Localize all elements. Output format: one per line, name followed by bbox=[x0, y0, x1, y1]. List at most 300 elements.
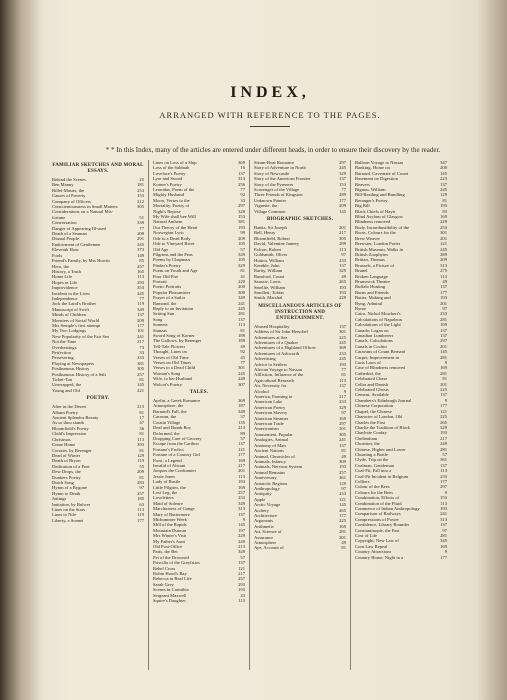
entry-page-number: 77 bbox=[341, 187, 346, 193]
entry-title: Anniversary bbox=[254, 475, 277, 481]
entry-title: Atmosphere, the bbox=[153, 403, 184, 409]
entry-title: Song bbox=[153, 316, 163, 322]
entry-page-number: 193 bbox=[440, 203, 447, 209]
entry-page-number: 369 bbox=[339, 345, 346, 351]
entry-page-number: 221 bbox=[137, 387, 144, 393]
entry-page-number: 81 bbox=[139, 474, 144, 480]
entry-page-number: 200 bbox=[440, 165, 447, 171]
entry-title: Hymn to Death bbox=[52, 490, 81, 496]
entry-title: Fortune's Frolics bbox=[153, 446, 184, 452]
entry-page-number: 217 bbox=[339, 230, 346, 236]
entry-page-number: 289 bbox=[339, 192, 346, 198]
entry-page-number: 209 bbox=[137, 317, 144, 323]
section-heading: FAMILIAR SKETCHES AND MORAL ESSAYS. bbox=[52, 163, 144, 174]
entry-title: Mill of the Rapids bbox=[153, 522, 187, 528]
index-column-2 bbox=[153, 160, 245, 680]
index-entry bbox=[52, 388, 144, 393]
entry-title: Combination, Effects of bbox=[355, 495, 400, 501]
entry-page-number: 57 bbox=[240, 554, 245, 560]
index-note: * * In this Index, many of the articles are entered under different heads, in order to ensure their discovery by the reader. bbox=[105, 146, 441, 154]
entry-page-number: 301 bbox=[238, 365, 245, 371]
entry-page-number: 201 bbox=[238, 468, 245, 474]
entry-page-number: 233 bbox=[440, 473, 447, 479]
entry-title: Advice to Settlers bbox=[254, 361, 287, 367]
entry-page-number: 113 bbox=[137, 436, 144, 442]
entry-title: Ode to a Dead Body bbox=[153, 235, 191, 241]
column-divider bbox=[148, 160, 149, 670]
entry-title: Jock the Laird's Brother bbox=[52, 301, 97, 307]
entry-page-number: 193 bbox=[440, 506, 447, 511]
entry-page-number: 225 bbox=[339, 334, 346, 340]
entry-page-number: 85 bbox=[139, 258, 144, 264]
entry-title: Churning a Bottle bbox=[355, 451, 388, 457]
entry-title: Carpet, Improvement in bbox=[355, 354, 400, 360]
entry-page-number: 265 bbox=[339, 279, 346, 285]
entry-page-number: 187 bbox=[238, 403, 245, 409]
entry-title: Dismal People bbox=[52, 236, 79, 242]
entry-page-number: 81 bbox=[139, 431, 144, 437]
entry-page-number: 97 bbox=[442, 527, 447, 533]
entry-title: Leonidas, Poem of the bbox=[153, 187, 195, 193]
entry-title: Kemble, John bbox=[254, 262, 280, 268]
entry-page-number: 233 bbox=[339, 257, 346, 263]
entry-page-number: 245 bbox=[339, 356, 346, 362]
entry-title: Story of the Pyrenees bbox=[254, 181, 294, 187]
entry-page-number: 137 bbox=[440, 522, 447, 528]
entry-title: Clyde, Trip on the bbox=[355, 457, 389, 463]
entry-title: Verses to a Dead Child bbox=[153, 365, 196, 371]
entry-title: Barnard's Fall, the bbox=[153, 408, 187, 414]
entry-page-number: 33 bbox=[240, 197, 245, 203]
entry-title: American Poetry bbox=[254, 404, 286, 410]
entry-title: Rarity, William bbox=[254, 268, 283, 274]
entry-page-number: 229 bbox=[440, 219, 447, 225]
entry-title: Sonnets bbox=[153, 322, 168, 328]
entry-page-number: 223 bbox=[440, 176, 447, 182]
entry-title: Coal-Pit Incident in Belgium bbox=[355, 473, 409, 479]
entry-title: Perfection bbox=[52, 350, 71, 355]
entry-page-number: 225 bbox=[440, 387, 447, 393]
entry-page-number: 97 bbox=[139, 485, 144, 491]
entry-title: Verses on Old Times bbox=[153, 360, 192, 366]
entry-title: Brewster, London Porter bbox=[355, 241, 401, 247]
entry-title: Calculations of Napoleon bbox=[355, 316, 402, 322]
entry-title: Caravan, the bbox=[153, 414, 177, 420]
entry-title: Behind the Scenes bbox=[52, 177, 86, 182]
entry-page-number: 137 bbox=[339, 383, 346, 389]
entry-title: Thought, Lines on bbox=[153, 349, 187, 355]
entry-title: Mary of Buttermere bbox=[153, 511, 190, 517]
entry-page-number: 169 bbox=[339, 523, 346, 529]
entry-page-number: 165 bbox=[137, 268, 144, 274]
entry-page-number: 349 bbox=[238, 549, 245, 555]
entry-title: Smollett, Tobias bbox=[254, 289, 284, 295]
entry-title: Adventures of a Quaker bbox=[254, 339, 299, 345]
entry-title: Copyright, New Law of bbox=[355, 538, 399, 544]
entry-title: Cellar and Danish bbox=[355, 381, 389, 387]
index-column-3 bbox=[254, 160, 346, 680]
entry-page-number: 200 bbox=[238, 284, 245, 290]
entry-page-number: 43 bbox=[240, 592, 245, 598]
entry-page-number: 208 bbox=[137, 231, 144, 237]
entry-title: Woman's Song bbox=[153, 370, 181, 376]
entry-title: Tell-Tale Flowers bbox=[153, 343, 186, 349]
entry-page-number: 305 bbox=[137, 204, 144, 210]
entry-title: Jottings bbox=[52, 496, 67, 502]
entry-title: Body, Incombustibility of the bbox=[355, 224, 410, 230]
entry-page-number: 213 bbox=[137, 404, 144, 410]
entry-title: Natural Anthem bbox=[153, 219, 183, 225]
entry-title: Cairo, Nichol Mowbert's bbox=[355, 311, 401, 317]
entry-title: Cheltenham bbox=[355, 435, 378, 441]
entry-page-number: 241 bbox=[137, 333, 144, 339]
entry-title: Three Friends of Kingston bbox=[254, 192, 303, 198]
entry-title: Mortality, Poetry of bbox=[153, 203, 190, 209]
entry-page-number: 189 bbox=[238, 333, 245, 338]
entry-page-number: 193 bbox=[339, 284, 346, 290]
entry-page-number: 217 bbox=[238, 571, 245, 577]
entry-title: Adventures at Sea bbox=[254, 334, 288, 340]
entry-page-number: 297 bbox=[440, 338, 447, 344]
entry-page-number: 265 bbox=[440, 419, 447, 425]
entry-page-number: 381 bbox=[137, 360, 144, 366]
entry-page-number: 249 bbox=[238, 538, 245, 544]
entry-title: Big Bill bbox=[355, 203, 370, 209]
entry-title: Brussels, a Picture of bbox=[355, 262, 395, 268]
entry-page-number: 257 bbox=[137, 371, 144, 377]
entry-page-number: 193 bbox=[440, 295, 447, 301]
entry-title: Deformed, the bbox=[153, 430, 180, 436]
entry-title: Rumford, Count bbox=[254, 273, 285, 279]
entry-title: Posthumous History of a Salt bbox=[52, 371, 106, 377]
entry-page-number: 121 bbox=[440, 241, 447, 247]
entry-title: Home Life bbox=[52, 274, 73, 280]
entry-page-number: 81 bbox=[442, 376, 447, 382]
entry-page-number: 212 bbox=[137, 198, 144, 204]
entry-page-number: 289 bbox=[339, 241, 346, 247]
entry-page-number: 193 bbox=[238, 479, 245, 485]
entry-title: Comparison of Railways bbox=[355, 511, 401, 517]
entry-page-number: 349 bbox=[238, 500, 245, 506]
entry-title: American Slavery bbox=[254, 410, 288, 416]
entry-title: Chinese, Higher and Lower bbox=[355, 446, 406, 452]
entry-page-number: 347 bbox=[440, 160, 447, 165]
entry-page-number: 97 bbox=[341, 485, 346, 491]
entry-title: Compressions of Power bbox=[355, 516, 399, 522]
index-entry bbox=[52, 518, 144, 523]
entry-page-number: 17 bbox=[139, 415, 144, 421]
entry-title: Company of Officers bbox=[52, 198, 91, 204]
entry-title: Architecture bbox=[254, 512, 277, 518]
entry-title: Dunkers Poetry bbox=[52, 474, 81, 480]
entry-title: Bloomfield, Robert bbox=[254, 235, 290, 241]
entry-title: Bignou, William bbox=[355, 187, 386, 193]
entry-page-number: 121 bbox=[440, 408, 447, 414]
entry-page-number: 169 bbox=[440, 214, 447, 220]
entry-page-number: 77 bbox=[240, 360, 245, 366]
entry-title: Banking, Home on bbox=[355, 165, 390, 171]
entry-title: Buffalo Hunting bbox=[355, 284, 386, 290]
book-gutter bbox=[0, 0, 40, 700]
entry-title: Death of a Seaman bbox=[52, 231, 87, 237]
entry-title: Saussie, Louis bbox=[254, 279, 281, 285]
section-heading: POETRY. bbox=[86, 396, 110, 402]
entry-title: Ancient Splendor Beauty bbox=[52, 415, 99, 421]
entry-page-number: 217 bbox=[137, 339, 144, 345]
entry-title: Portrait bbox=[153, 278, 167, 284]
entry-page-number: 137 bbox=[339, 176, 346, 182]
index-entry bbox=[254, 545, 346, 550]
entry-page-number: 281 bbox=[238, 311, 245, 317]
entry-title: Loveletters bbox=[153, 495, 174, 501]
entry-title: Animals, Infancy bbox=[254, 458, 286, 464]
entry-page-number: 373 bbox=[137, 247, 144, 253]
entry-title: Squire's Daughter bbox=[153, 598, 186, 604]
entry-page-number: 81 bbox=[341, 448, 346, 454]
entry-title: Conversation bbox=[52, 220, 77, 226]
entry-title: Bloomfield's Poetry bbox=[52, 425, 89, 431]
entry-page-number: 101 bbox=[137, 328, 144, 334]
entry-title: Scavenger of the Village bbox=[254, 187, 300, 193]
entry-page-number: 233 bbox=[137, 355, 144, 361]
entry-title: My Wife shall bee Will bbox=[153, 214, 196, 220]
entry-title: Colour of the Bees bbox=[355, 484, 390, 490]
entry-page-number: 201 bbox=[339, 534, 346, 540]
entry-title: Commerce of Indian Anthropology bbox=[355, 506, 420, 511]
entry-page-number: 253 bbox=[440, 224, 447, 230]
entry-page-number: 177 bbox=[137, 322, 144, 328]
entry-title: Priscilla of the Greyfriars bbox=[153, 560, 200, 566]
entry-page-number: 49 bbox=[341, 540, 346, 545]
entry-title: My Father's Aunt bbox=[153, 538, 185, 544]
entry-page-number: 137 bbox=[238, 441, 245, 447]
entry-page-number: 57 bbox=[442, 451, 447, 457]
entry-title: Amusement, Popular bbox=[254, 431, 293, 437]
entry-page-number: 177 bbox=[440, 403, 447, 409]
entry-page-number: 81 bbox=[240, 268, 245, 274]
entry-page-number: 369 bbox=[238, 398, 245, 404]
entry-title: Robin Hood's Bay bbox=[153, 571, 187, 577]
entry-title: Jessie Jones bbox=[153, 473, 176, 479]
entry-page-number: 193 bbox=[339, 361, 346, 367]
entry-page-number: 51 bbox=[139, 214, 144, 220]
entry-title: Argonauts bbox=[254, 518, 274, 524]
entry-page-number: 225 bbox=[440, 414, 447, 420]
entry-title: Falcon, Robert bbox=[254, 246, 282, 252]
entry-title: Constantinople, the Past bbox=[355, 527, 400, 533]
entry-title: Story of Adventure in North bbox=[254, 165, 306, 171]
entry-page-number: 245 bbox=[339, 339, 346, 345]
entry-title: Sword Song of Korner bbox=[153, 333, 195, 338]
entry-page-number: 193 bbox=[339, 464, 346, 470]
entry-title: Chambers's Edinburgh Journal bbox=[355, 397, 412, 403]
entry-page-number: 245 bbox=[440, 246, 447, 252]
entry-title: Celebrated Chase bbox=[355, 376, 388, 382]
entry-page-number: 135 bbox=[238, 419, 245, 425]
entry-title: Jacques the Cordonnier bbox=[153, 468, 197, 474]
entry-title: Persevering bbox=[52, 355, 74, 361]
entry-page-number: 137 bbox=[238, 170, 245, 176]
entry-page-number: 329 bbox=[440, 424, 447, 430]
entry-page-number: 169 bbox=[440, 543, 447, 549]
entry-page-number: 41 bbox=[240, 273, 245, 279]
entry-page-number: 153 bbox=[339, 181, 346, 187]
entry-page-number: 283 bbox=[137, 479, 144, 485]
entry-page-number: 245 bbox=[440, 187, 447, 193]
entry-title: Byng, Admiral bbox=[355, 300, 383, 306]
entry-page-number: 257 bbox=[137, 263, 144, 269]
entry-page-number: 121 bbox=[238, 565, 245, 571]
entry-page-number: 129 bbox=[137, 452, 144, 458]
entry-title: Canals, Calculations bbox=[355, 338, 393, 344]
entry-page-number: 369 bbox=[238, 160, 245, 165]
entry-title: Case of Blindness removed bbox=[355, 365, 406, 371]
entry-title: Goldsmith, Oliver bbox=[254, 252, 288, 258]
entry-title: Dutch Song bbox=[52, 479, 74, 485]
index-entry bbox=[254, 295, 346, 300]
entry-title: Antarctic Regions bbox=[254, 480, 288, 486]
entry-page-number: 253 bbox=[137, 187, 144, 193]
entry-title: Wolcot's Poetry bbox=[153, 381, 182, 387]
entry-title: Lovelace's Poetry bbox=[153, 170, 186, 176]
entry-title: Lyre and Sword bbox=[153, 176, 183, 182]
entry-title: Dead of Winter bbox=[52, 452, 81, 458]
entry-page-number: 37 bbox=[240, 414, 245, 420]
entry-page-number: 137 bbox=[440, 392, 447, 398]
entry-page-number: 137 bbox=[440, 462, 447, 468]
entry-title: Rebecca in Real Life bbox=[153, 576, 192, 582]
entry-title: Midsummer Week bbox=[153, 517, 187, 522]
entry-page-number: 81 bbox=[442, 197, 447, 203]
entry-page-number: 233 bbox=[440, 311, 447, 317]
entry-page-number: 393 bbox=[137, 442, 144, 448]
entry-page-number: 129 bbox=[440, 192, 447, 198]
entry-title: Arithmetic bbox=[254, 523, 274, 529]
entry-title: New Popularity of the Fair Sex bbox=[52, 333, 110, 339]
entry-title: Brunel bbox=[355, 268, 368, 274]
entry-page-number: 181 bbox=[137, 182, 144, 188]
entry-page-number: 241 bbox=[238, 300, 245, 306]
entry-title: Affliction, Influence of the bbox=[254, 372, 304, 378]
entry-page-number: 281 bbox=[440, 370, 447, 376]
entry-page-number: 229 bbox=[339, 295, 346, 301]
entry-page-number: 249 bbox=[238, 376, 245, 382]
entry-page-number: 217 bbox=[440, 435, 447, 441]
entry-title: Pindar's Poetry bbox=[153, 262, 181, 268]
entry-title: Poor Old Fire bbox=[153, 273, 179, 279]
entry-page-number: 105 bbox=[238, 257, 245, 263]
entry-title: Child's Impression bbox=[52, 431, 87, 437]
entry-title: Endowment of Gentlemen bbox=[52, 241, 101, 247]
entry-title: Anthropology bbox=[254, 485, 280, 491]
index-column-1 bbox=[52, 160, 144, 680]
entry-title: Burns and Friends bbox=[355, 289, 389, 295]
entry-page-number: 329 bbox=[238, 262, 245, 268]
entry-page-number: 293 bbox=[238, 581, 245, 587]
entry-title: Aye, Account of bbox=[254, 545, 284, 551]
entry-page-number: 201 bbox=[440, 381, 447, 387]
entry-page-number: 177 bbox=[339, 512, 346, 518]
entry-title: Norwegian Lyric bbox=[153, 230, 185, 236]
entry-page-number: 265 bbox=[339, 507, 346, 513]
entry-title: Analogies, Animal bbox=[254, 437, 289, 443]
entry-title: Adventures of a Highland Officer bbox=[254, 345, 316, 351]
entry-page-number: 300 bbox=[238, 289, 245, 295]
entry-title: Canadian Lumberers bbox=[355, 333, 394, 338]
entry-page-number: 145 bbox=[339, 208, 346, 214]
entry-title: Invalid of Alicant bbox=[153, 462, 186, 468]
entry-page-number: 137 bbox=[440, 327, 447, 333]
entry-page-number: 169 bbox=[238, 457, 245, 463]
entry-page-number: 113 bbox=[440, 500, 447, 506]
entry-page-number: 97 bbox=[341, 252, 346, 258]
entry-title: Mrs Winter's Visit bbox=[153, 533, 187, 539]
entry-page-number: 77 bbox=[240, 187, 245, 193]
entry-page-number: 213 bbox=[238, 425, 245, 431]
entry-title: Charles the First bbox=[355, 419, 386, 425]
entry-title: History, a Truth bbox=[52, 268, 81, 274]
entry-title: Dedication of a Poet bbox=[52, 463, 90, 469]
entry-page-number: 36 bbox=[139, 425, 144, 431]
entry-title: Ticket-Ton bbox=[52, 377, 73, 383]
entry-page-number: 169 bbox=[440, 322, 447, 328]
entry-title: Dew Drops, the bbox=[52, 469, 81, 475]
entry-title: Cement, Available bbox=[355, 392, 389, 398]
entry-title: Colliers bbox=[355, 478, 370, 484]
entry-page-number: 9 bbox=[242, 517, 245, 522]
entry-page-number: 245 bbox=[137, 290, 144, 296]
entry-page-number: 361 bbox=[440, 457, 447, 463]
entry-title: Liberty, a Sonnet bbox=[52, 517, 84, 523]
entry-page-number: 137 bbox=[238, 316, 245, 322]
entry-page-number: 113 bbox=[137, 274, 144, 280]
entry-page-number: 281 bbox=[440, 446, 447, 452]
entry-page-number: 305 bbox=[339, 235, 346, 241]
entry-page-number: 169 bbox=[440, 365, 447, 371]
entry-page-number: 73 bbox=[139, 344, 144, 350]
entry-page-number: 313 bbox=[440, 262, 447, 268]
entry-page-number: 305 bbox=[339, 431, 346, 437]
entry-title: Ancient Nations bbox=[254, 448, 284, 454]
entry-page-number: 77 bbox=[139, 225, 144, 231]
entry-page-number: 16 bbox=[240, 165, 245, 171]
title-rule bbox=[250, 126, 290, 127]
entry-title: Arctic Voyage bbox=[254, 502, 281, 508]
entry-page-number: 349 bbox=[238, 295, 245, 301]
entry-page-number: 129 bbox=[339, 480, 346, 486]
entry-title: Korner's Poetry bbox=[153, 181, 182, 187]
entry-title: Confidence, Library Bounder bbox=[355, 522, 410, 528]
entry-title: Unwrapped, the bbox=[52, 382, 82, 388]
entry-page-number: 137 bbox=[238, 511, 245, 517]
entry-title: Hutton, William bbox=[254, 257, 284, 263]
entry-page-number: 291 bbox=[137, 236, 144, 242]
entry-title: Antiquity bbox=[254, 491, 272, 497]
entry-page-number: 193 bbox=[238, 224, 245, 230]
entry-title: Unknown Painter bbox=[254, 197, 287, 203]
entry-page-number: 47 bbox=[139, 420, 144, 426]
entry-title: Loss of the Sabbath bbox=[153, 165, 190, 171]
entry-title: Young and Old bbox=[52, 387, 80, 393]
entry-title: Coal-Pit, Fall into a bbox=[355, 468, 392, 474]
entry-title: Mrs Semple's first attempt bbox=[52, 322, 101, 328]
entry-title: Frost, a Legend bbox=[153, 457, 182, 463]
entry-page-number: 113 bbox=[137, 506, 144, 512]
entry-page-number: 33 bbox=[139, 350, 144, 355]
entry-page-number: 57 bbox=[240, 435, 245, 441]
entry-title: Rebel Cross bbox=[153, 565, 176, 571]
entry-title: Sergeant Maxwell bbox=[153, 592, 187, 598]
